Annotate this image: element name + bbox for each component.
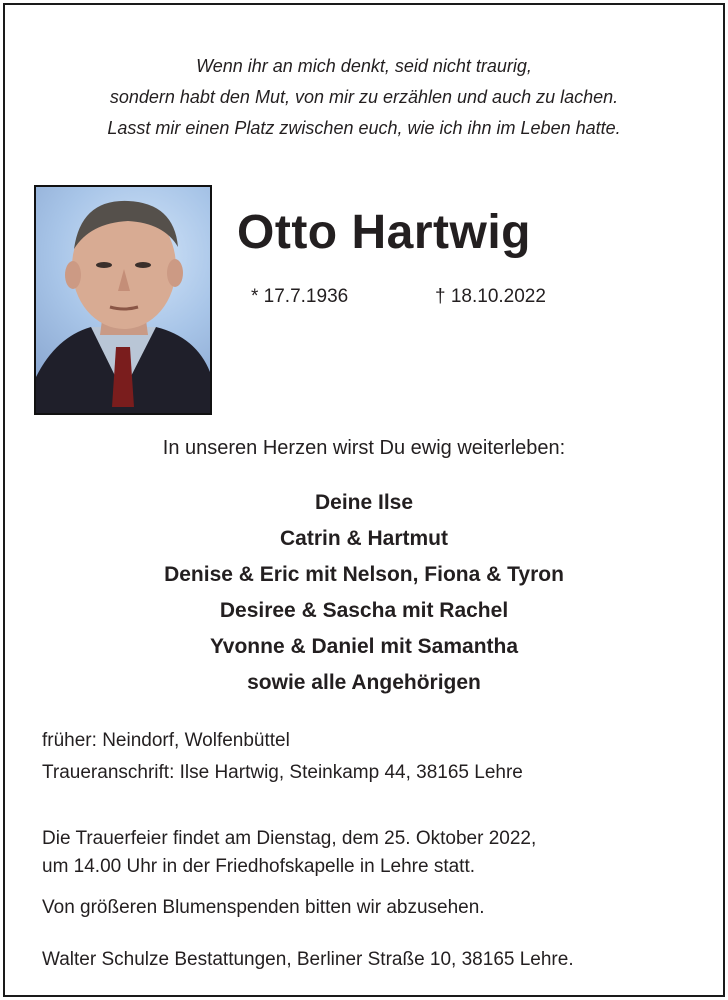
flowers-note: Von größeren Blumenspenden bitten wir abzusehen.	[42, 897, 485, 918]
poem-line: sondern habt den Mut, von mir zu erzählen und auch zu lachen.	[109, 87, 619, 107]
family-member: Deine Ilse	[314, 491, 414, 514]
death-date: † 18.10.2022	[435, 286, 546, 307]
birth-date: * 17.7.1936	[251, 286, 349, 307]
former-residence: früher: Neindorf, Wolfenbüttel	[42, 730, 290, 751]
poem-line: Lasst mir einen Platz zwischen euch, wie ich ihn im Leben hatte.	[107, 118, 621, 138]
portrait-illustration	[36, 187, 210, 413]
family-member: Desiree & Sascha mit Rachel	[219, 599, 509, 622]
family-member: Denise & Eric mit Nelson, Fiona & Tyron	[164, 563, 564, 586]
poem-line: Wenn ihr an mich denkt, seid nicht traurig,	[196, 56, 532, 76]
intro-text: In unseren Herzen wirst Du ewig weiterleben:	[162, 437, 566, 459]
family-member: Yvonne & Daniel mit Samantha	[209, 635, 519, 658]
family-list	[5, 485, 723, 701]
family-member: Catrin & Hartmut	[279, 527, 448, 550]
portrait-photo	[34, 185, 212, 415]
poem	[5, 51, 723, 144]
deceased-name: Otto Hartwig	[237, 206, 531, 259]
family-member: sowie alle Angehörigen	[247, 671, 481, 694]
undertaker-info: Walter Schulze Bestattungen, Berliner Straße 10, 38165 Lehre.	[42, 949, 574, 970]
mourning-address: Traueranschrift: Ilse Hartwig, Steinkamp 44, 38165 Lehre	[42, 762, 523, 783]
ceremony-line: Die Trauerfeier findet am Dienstag, dem 25. Oktober 2022,	[42, 828, 537, 849]
ceremony-line: um 14.00 Uhr in der Friedhofskapelle in Lehre statt.	[42, 856, 476, 877]
obituary-card	[3, 3, 725, 997]
